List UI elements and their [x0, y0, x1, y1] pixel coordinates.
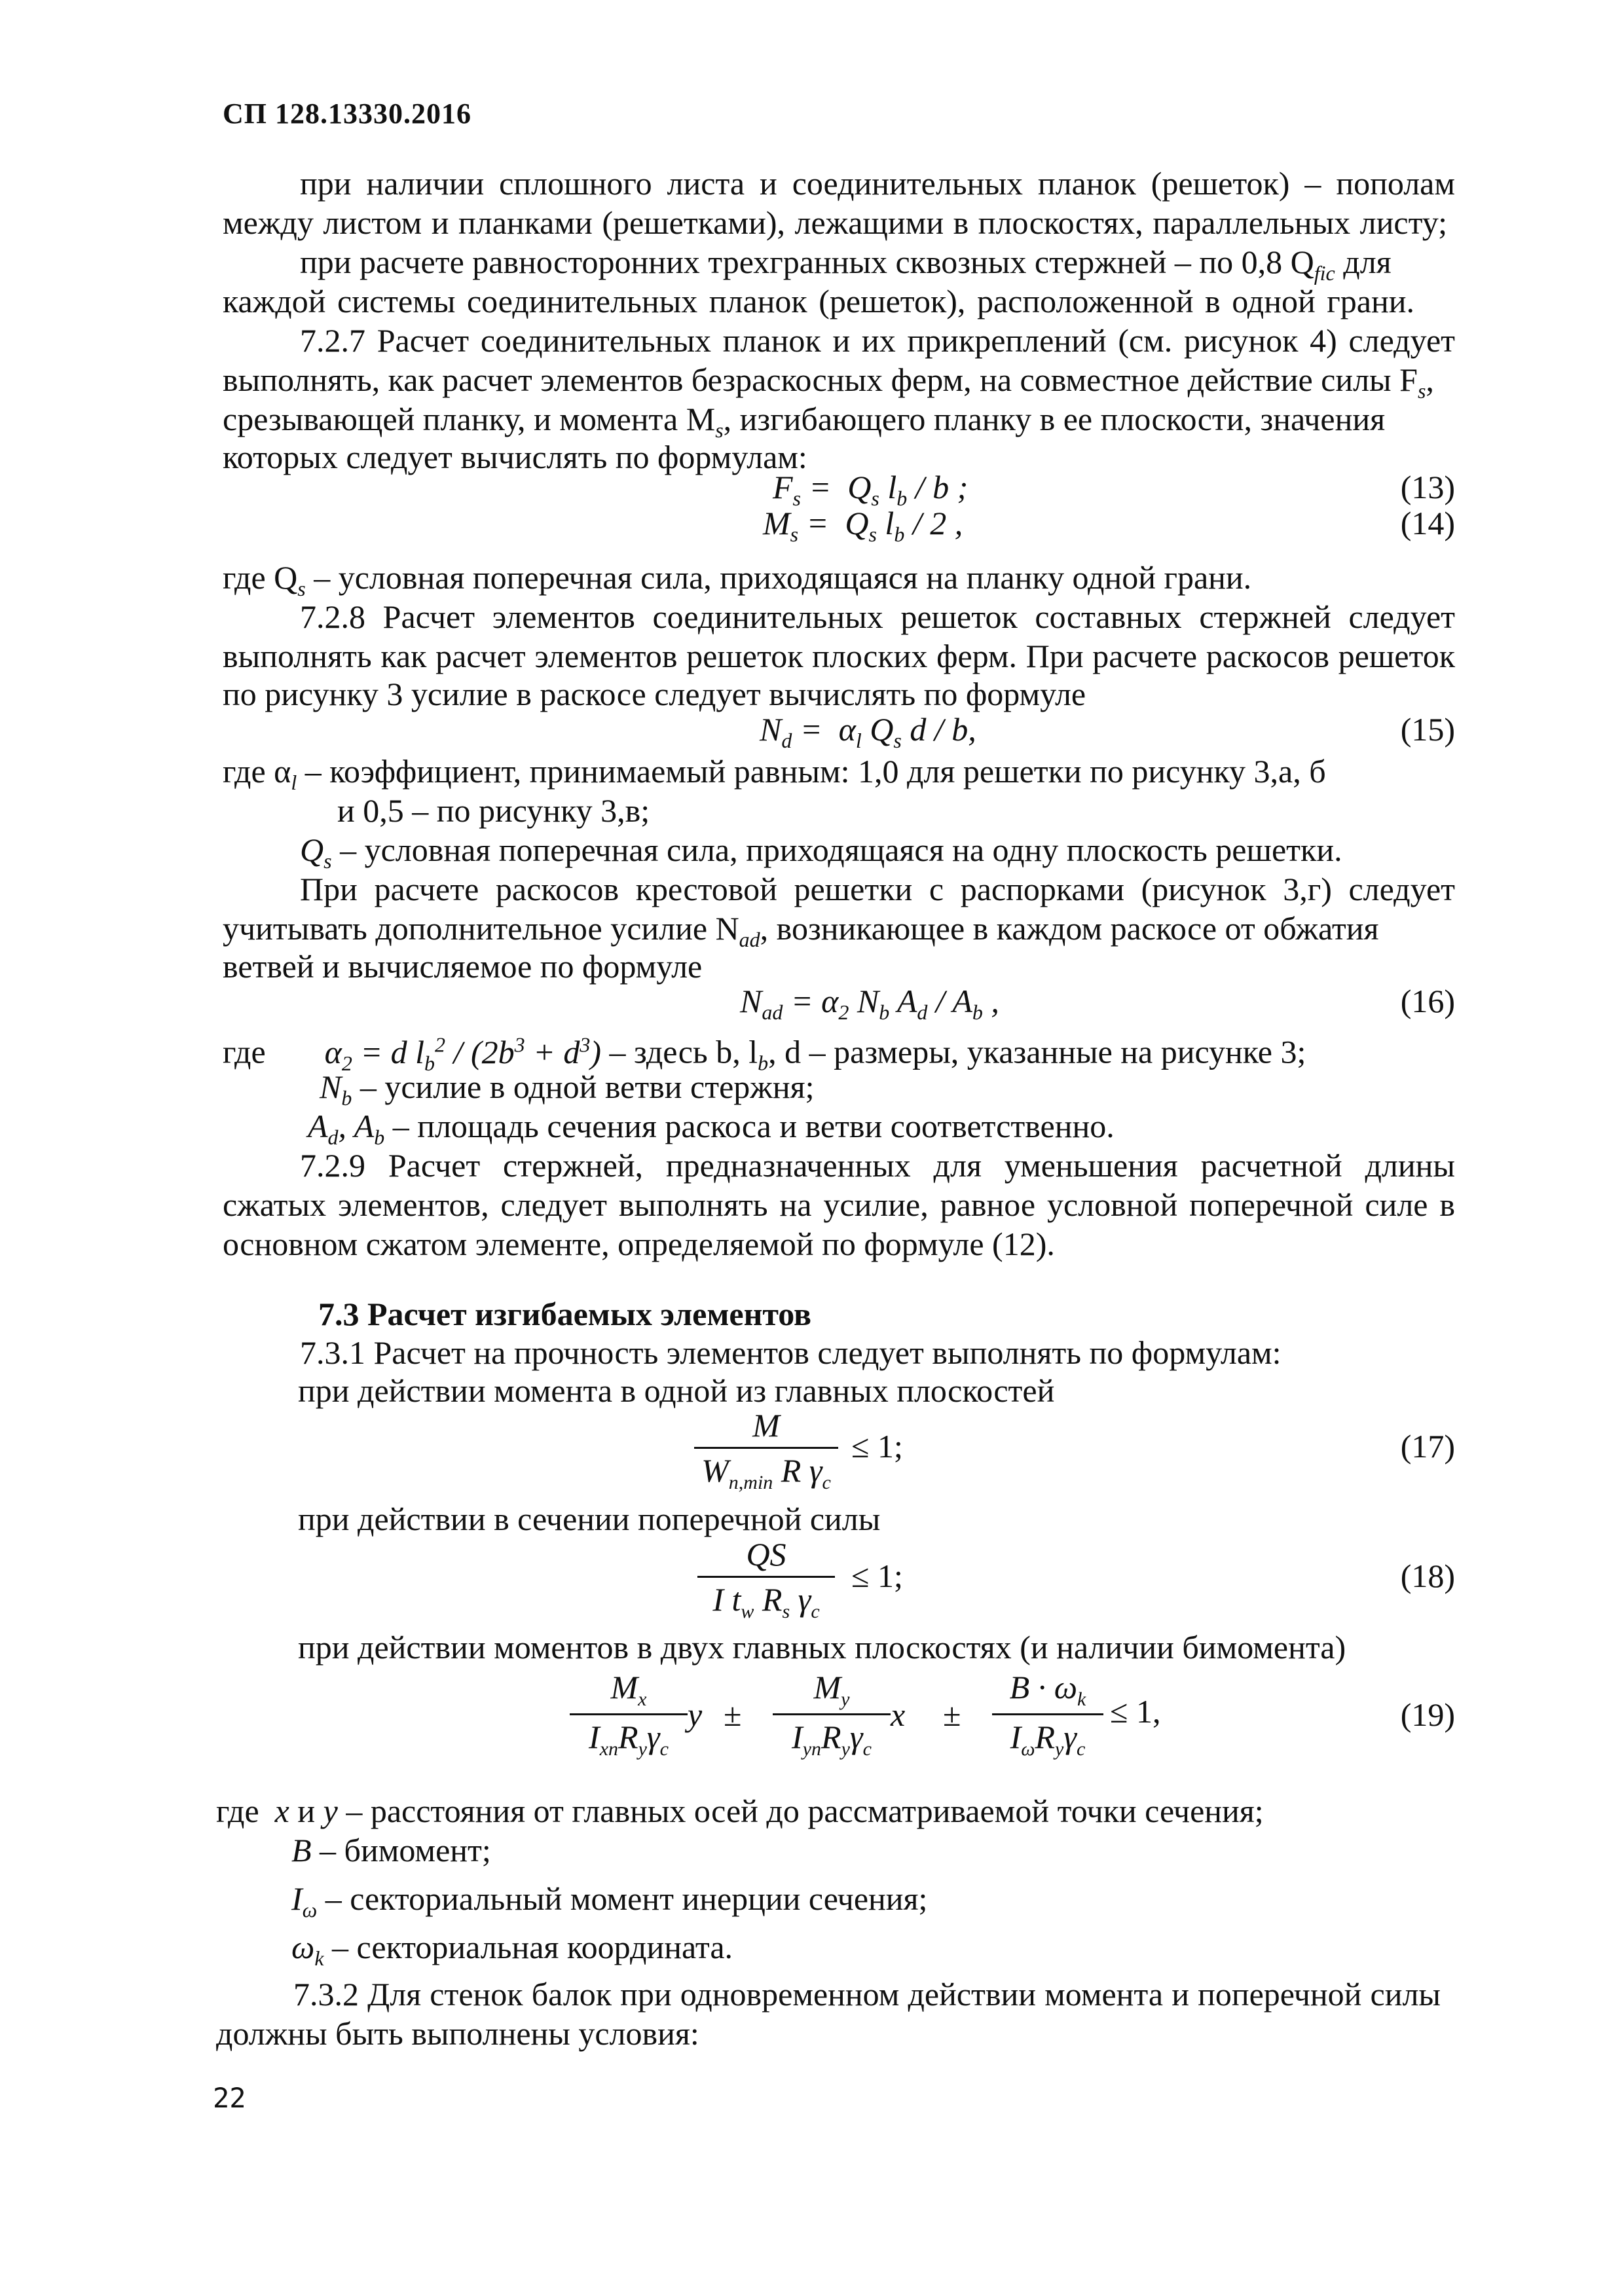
formula-18-relation: ≤ 1;	[851, 1558, 903, 1594]
section-heading: 7.3 Расчет изгибаемых элементов	[318, 1296, 812, 1332]
text-line: по рисунку 3 усилие в раскосе следует вычислять по формуле	[223, 676, 1086, 712]
text-line: B – бимомент;	[291, 1832, 491, 1868]
formula-18: $\frac{QS}{I t_w R_s \gamma_c}$	[697, 1535, 835, 1623]
text-line: $A_d$, $A_b$ – площадь сечения раскоса и ветви соответственно.	[308, 1108, 1115, 1149]
text-line: 7.2.7 Расчет соединительных планок и их прикреплений (см. рисунок 4) следует	[300, 322, 1455, 359]
formula-16: $N_{ad} = \alpha_2$ $N_b$ $A_d / A_b$ ,	[740, 983, 999, 1024]
text-line: сжатых элементов, следует выполнять на усилие, равное условной поперечной силе в	[223, 1186, 1455, 1223]
text-line: где $\alpha_2 = d$ $l_b^2 / (2b^3 + d^3)$ – здесь b, $l_b$, d – размеры, указанные на рисунке 3;	[223, 1032, 1306, 1075]
text-line: 7.2.9 Расчет стержней, предназначенных для уменьшения расчетной длины	[300, 1147, 1455, 1184]
equation-number: (16)	[1400, 983, 1455, 1019]
text-line: выполнять как расчет элементов решеток плоских ферм. При расчете раскосов решеток	[223, 638, 1455, 674]
text-line: где $\alpha_l$ – коэффициент, принимаемый равным: 1,0 для решетки по рисунку 3,а, б	[223, 753, 1326, 794]
equation-number: (17)	[1400, 1428, 1455, 1465]
text-line: $Q_s$ – условная поперечная сила, приходящаяся на одну плоскость решетки.	[300, 831, 1342, 873]
formula-15: $N_d = \alpha_l$ $Q_s$ d / b,	[760, 711, 976, 752]
equation-number: (18)	[1400, 1558, 1455, 1594]
text-line: 7.2.8 Расчет элементов соединительных решеток составных стержней следует	[300, 598, 1455, 635]
text-line: где x и y – расстояния от главных осей до рассматриваемой точки сечения;	[216, 1793, 1264, 1829]
text-line: При расчете раскосов крестовой решетки с распорками (рисунок 3,г) следует	[300, 871, 1455, 907]
text-line: должны быть выполнены условия:	[216, 2015, 699, 2052]
formula-14: $M_s = Q_s$ $l_b / 2$ ,	[763, 505, 963, 546]
text-line: основном сжатом элементе, определяемой по формуле (12).	[223, 1226, 1055, 1262]
formula-17: M $W_{n,min}$ R $\gamma_c$	[694, 1406, 838, 1494]
text-line: между листом и планками (решетками), лежащими в плоскостях, параллельных листу;	[223, 204, 1447, 241]
text-line: где $Q_s$ – условная поперечная сила, приходящаяся на планку одной грани.	[223, 559, 1252, 600]
document-code: СП 128.13330.2016	[223, 98, 471, 130]
text-line: каждой системы соединительных планок (решеток), расположенной в одной грани.	[223, 283, 1414, 319]
text-line: и 0,5 – по рисунку 3,в;	[337, 792, 650, 829]
text-line: учитывать дополнительное усилие $N_{ad}$, возникающее в каждом раскосе от обжатия	[223, 910, 1379, 951]
text-line: которых следует вычислять по формулам:	[223, 439, 807, 475]
text-line: 7.3.2 Для стенок балок при одновременном действии момента и поперечной силы	[293, 1976, 1441, 2013]
formula-19-pm: ±	[943, 1696, 961, 1733]
formula-13: $F_s = Q_s$ $l_b$ / b ;	[773, 469, 969, 510]
text-line: срезывающей планку, и момента $M_s$, изгибающего планку в ее плоскости, значения	[223, 401, 1386, 442]
formula-19-pm: ±	[724, 1696, 742, 1733]
text-line: ветвей и вычисляемое по формуле	[223, 948, 703, 985]
formula-19-y: y	[688, 1696, 703, 1733]
text-line: 7.3.1 Расчет на прочность элементов следует выполнять по формулам:	[300, 1334, 1282, 1371]
equation-number: (13)	[1400, 469, 1455, 505]
text-line: при наличии сплошного листа и соединительных планок (решеток) – пополам	[300, 165, 1455, 202]
formula-19-term3: $B \cdot \omega_k$ $I_\omega R_y\gamma_c$	[992, 1668, 1103, 1760]
formula-19-term2: $M_y$ $I_{yn}R_y\gamma_c$	[773, 1668, 891, 1760]
equation-number: (19)	[1400, 1696, 1455, 1733]
page-number: 22	[213, 2082, 246, 2114]
formula-17-relation: ≤ 1;	[851, 1428, 903, 1465]
text-line: при расчете равносторонних трехгранных сквозных стержней – по 0,8 $Q_{fic}$ для	[300, 244, 1392, 285]
text-line: $\omega_k$ – секториальная координата.	[291, 1929, 733, 1970]
formula-19-relation: ≤ 1,	[1110, 1693, 1161, 1730]
equation-number: (15)	[1400, 711, 1455, 748]
formula-19-term1: $M_x$ $I_{xn}R_y\gamma_c$	[570, 1668, 688, 1760]
equation-number: (14)	[1400, 505, 1455, 541]
text-line: при действии момента в одной из главных плоскостей	[298, 1372, 1055, 1409]
text-line: выполнять, как расчет элементов безраскосных ферм, на совместное действие силы $F_s$,	[223, 361, 1434, 403]
text-line: $I_\omega$ – секториальный момент инерции сечения;	[291, 1880, 928, 1922]
text-line: $N_b$ – усилие в одной ветви стержня;	[320, 1068, 815, 1110]
text-line: при действии в сечении поперечной силы	[298, 1501, 881, 1537]
formula-19-x: x	[891, 1696, 906, 1733]
text-line: при действии моментов в двух главных плоскостях (и наличии бимомента)	[298, 1629, 1346, 1666]
